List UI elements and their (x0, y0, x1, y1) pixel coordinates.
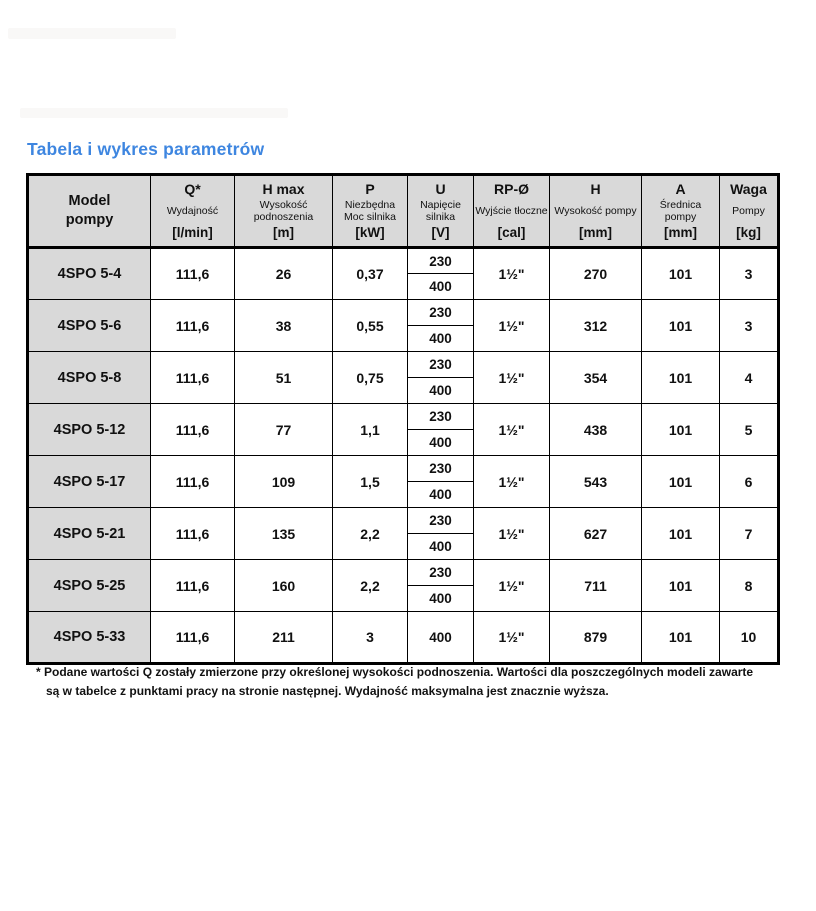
column-header-model (28, 175, 151, 248)
cell-q: 111,6 (151, 300, 235, 352)
cell-hmax: 160 (235, 560, 333, 612)
table-row (28, 612, 779, 638)
column-description: Napięcie silnika (420, 199, 461, 224)
table-row (28, 404, 779, 430)
column-header-hmax (235, 175, 333, 248)
cell-p: 2,2 (333, 560, 408, 612)
column-description: Wyjście tłoczne (475, 205, 548, 218)
cell-h: 438 (550, 404, 642, 456)
cell-model: 4SPO 5-21 (28, 508, 151, 560)
column-header-waga (720, 175, 779, 248)
cell-hmax: 51 (235, 352, 333, 404)
cell-q: 111,6 (151, 560, 235, 612)
faded-text-artifact (20, 108, 288, 118)
column-symbol: U (435, 181, 446, 197)
cell-hmax: 109 (235, 456, 333, 508)
cell-h: 543 (550, 456, 642, 508)
model-header-text: Model pompy (65, 192, 114, 228)
column-unit: [m] (273, 224, 294, 240)
cell-rp: 1½" (474, 352, 550, 404)
cell-hmax: 38 (235, 300, 333, 352)
cell-waga: 8 (720, 560, 779, 612)
faded-text-artifact (8, 28, 176, 39)
column-header-h (550, 175, 642, 248)
cell-waga: 3 (720, 248, 779, 300)
column-unit: [kg] (736, 224, 761, 240)
cell-rp: 1½" (474, 560, 550, 612)
cell-voltage: 400 (408, 274, 474, 300)
cell-p: 0,75 (333, 352, 408, 404)
cell-rp: 1½" (474, 612, 550, 664)
cell-a: 101 (642, 508, 720, 560)
cell-p: 1,1 (333, 404, 408, 456)
column-unit: [mm] (579, 224, 612, 240)
column-header-u (408, 175, 474, 248)
cell-model: 4SPO 5-8 (28, 352, 151, 404)
table-row (28, 456, 779, 482)
column-description: Niezbędna Moc silnika (344, 199, 396, 224)
cell-voltage: 230 (408, 352, 474, 378)
column-header-p (333, 175, 408, 248)
cell-a: 101 (642, 404, 720, 456)
column-header-rp (474, 175, 550, 248)
cell-voltage: 400 (408, 378, 474, 404)
cell-model: 4SPO 5-17 (28, 456, 151, 508)
column-description: Wysokość pompy (554, 205, 637, 218)
parameters-table (26, 173, 780, 665)
footnote-line-1: * Podane wartości Q zostały zmierzone przy określonej wysokości podnoszenia. Wartości dla poszczególnych modeli zawarte (36, 665, 754, 679)
column-description: Wydajność (166, 205, 219, 218)
header-row (28, 175, 779, 248)
column-unit: [l/min] (172, 224, 213, 240)
cell-waga: 7 (720, 508, 779, 560)
cell-p: 0,37 (333, 248, 408, 300)
column-symbol: H max (262, 181, 305, 197)
cell-a: 101 (642, 560, 720, 612)
cell-q: 111,6 (151, 456, 235, 508)
cell-model: 4SPO 5-25 (28, 560, 151, 612)
cell-rp: 1½" (474, 456, 550, 508)
column-unit: [cal] (497, 224, 526, 240)
column-symbol: RP-Ø (494, 181, 529, 197)
cell-voltage: 400 (408, 430, 474, 456)
cell-voltage: 230 (408, 508, 474, 534)
column-description: Średnica pompy (659, 199, 702, 224)
cell-voltage: 230 (408, 404, 474, 430)
cell-a: 101 (642, 352, 720, 404)
table-row (28, 560, 779, 586)
cell-h: 270 (550, 248, 642, 300)
footnote-line-2: są w tabelce z punktami pracy na stronie następnej. Wydajność maksymalna jest znacznie wyższa. (46, 683, 609, 698)
table-header (28, 175, 779, 248)
cell-p: 0,55 (333, 300, 408, 352)
cell-a: 101 (642, 248, 720, 300)
column-header-q (151, 175, 235, 248)
cell-p: 1,5 (333, 456, 408, 508)
cell-voltage: 400 (408, 586, 474, 612)
column-description: Pompy (732, 205, 765, 218)
page-title: Tabela i wykres parametrów (27, 139, 265, 159)
cell-hmax: 135 (235, 508, 333, 560)
cell-model: 4SPO 5-4 (28, 248, 151, 300)
cell-rp: 1½" (474, 248, 550, 300)
cell-model: 4SPO 5-33 (28, 612, 151, 664)
column-unit: [mm] (664, 224, 697, 240)
column-symbol: Q* (184, 181, 201, 197)
footnote (36, 663, 804, 701)
cell-q: 111,6 (151, 352, 235, 404)
table-body (28, 248, 779, 664)
cell-rp: 1½" (474, 404, 550, 456)
cell-voltage: 400 (408, 326, 474, 352)
cell-rp: 1½" (474, 300, 550, 352)
cell-q: 111,6 (151, 248, 235, 300)
cell-hmax: 26 (235, 248, 333, 300)
cell-waga: 3 (720, 300, 779, 352)
cell-q: 111,6 (151, 508, 235, 560)
table-row (28, 300, 779, 326)
cell-voltage: 230 (408, 248, 474, 274)
cell-voltage: 400 (408, 482, 474, 508)
column-unit: [V] (431, 224, 450, 240)
column-symbol: H (590, 181, 601, 197)
table-row (28, 352, 779, 378)
column-symbol: A (675, 181, 686, 197)
cell-voltage: 230 (408, 560, 474, 586)
cell-q: 111,6 (151, 404, 235, 456)
column-symbol: Waga (730, 181, 767, 197)
cell-q: 111,6 (151, 612, 235, 664)
cell-waga: 6 (720, 456, 779, 508)
cell-model: 4SPO 5-12 (28, 404, 151, 456)
cell-hmax: 77 (235, 404, 333, 456)
cell-voltage: 230 (408, 300, 474, 326)
cell-a: 101 (642, 612, 720, 664)
cell-waga: 10 (720, 612, 779, 664)
cell-rp: 1½" (474, 508, 550, 560)
cell-a: 101 (642, 456, 720, 508)
cell-h: 312 (550, 300, 642, 352)
cell-waga: 5 (720, 404, 779, 456)
cell-h: 879 (550, 612, 642, 664)
column-unit: [kW] (355, 224, 385, 240)
table-row (28, 248, 779, 274)
cell-waga: 4 (720, 352, 779, 404)
cell-h: 711 (550, 560, 642, 612)
cell-a: 101 (642, 300, 720, 352)
cell-voltage: 230 (408, 456, 474, 482)
cell-p: 3 (333, 612, 408, 664)
cell-voltage: 400 (408, 534, 474, 560)
cell-hmax: 211 (235, 612, 333, 664)
column-symbol: P (365, 181, 375, 197)
column-description: Wysokość podnoszenia (253, 199, 314, 224)
cell-p: 2,2 (333, 508, 408, 560)
cell-voltage: 400 (408, 612, 474, 664)
cell-model: 4SPO 5-6 (28, 300, 151, 352)
table-row (28, 508, 779, 534)
column-header-a (642, 175, 720, 248)
cell-h: 627 (550, 508, 642, 560)
cell-h: 354 (550, 352, 642, 404)
